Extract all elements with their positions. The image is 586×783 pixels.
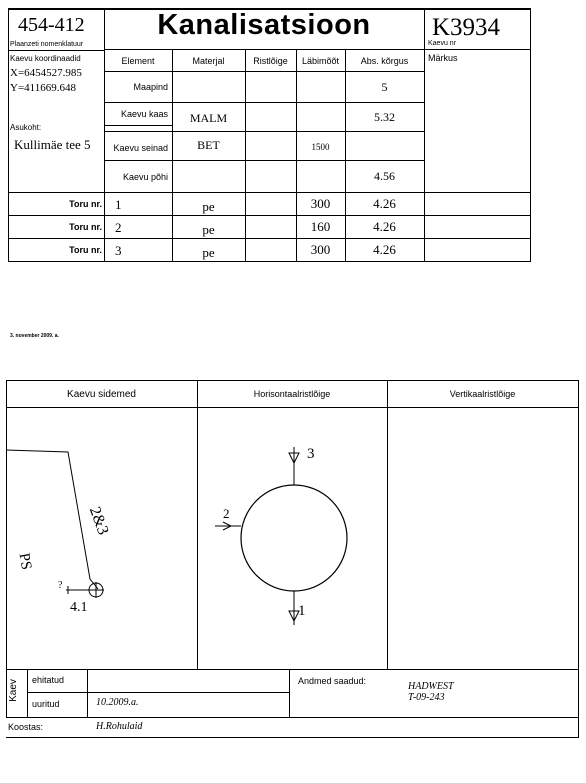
pipe-label-1: Toru nr. <box>69 199 102 209</box>
label-pipe-3: 3 <box>307 446 315 462</box>
col-header-section: Ristlõige <box>253 55 288 66</box>
pipe-material-3: pe <box>202 245 215 260</box>
pipe-diameter-2: 160 <box>310 219 331 234</box>
pipe-height-2: 4.26 <box>373 219 396 234</box>
surveyed-value: 10.2009.a. <box>96 697 139 708</box>
col-header-height: Abs. kõrgus <box>360 55 409 66</box>
label-2-3: 2&3 <box>85 504 112 538</box>
label-4-1: 4.1 <box>70 600 88 615</box>
plan-code: 454-412 <box>18 14 85 36</box>
document-date: 3. november 2009. a. <box>10 333 59 339</box>
pipe-nr-2: 2 <box>115 220 122 235</box>
label-pipe-2: 2 <box>223 506 230 521</box>
row-element-walls: Kaevu seinad <box>113 143 168 153</box>
sketch-col-connections: Kaevu sidemed <box>67 388 136 400</box>
compiled-value: H.Rohulaid <box>96 721 143 732</box>
connection-sketch <box>6 407 197 669</box>
coord-y: Y=411669.648 <box>10 82 76 94</box>
label-pipe-1: 1 <box>298 603 306 619</box>
pipe-diameter-3: 300 <box>310 242 331 257</box>
location-label: Asukoht: <box>10 123 42 132</box>
well-number-label: Kaevu nr <box>428 40 457 47</box>
row-height-ground: 5 <box>381 79 388 94</box>
pipe-height-3: 4.26 <box>373 242 396 257</box>
data-from-label: Andmed saadud: <box>298 676 367 686</box>
label-q: ? <box>58 580 63 591</box>
well-number: K3934 <box>432 14 501 41</box>
col-header-element: Element <box>121 55 155 66</box>
data-from-value-2: T-09-243 <box>408 692 445 703</box>
pipe-nr-3: 3 <box>115 243 122 258</box>
pipe-material-2: pe <box>202 222 215 237</box>
pipe-material-1: pe <box>202 199 215 214</box>
location-value: Kullimäe tee 5 <box>14 137 91 152</box>
page-title: Kanalisatsioon <box>157 9 371 41</box>
plan-label: Plaanzeti nomenklatuur <box>10 41 84 48</box>
row-height-bottom: 4.56 <box>374 169 395 183</box>
label-ps: PS <box>15 551 35 572</box>
row-element-lid: Kaevu kaas <box>120 109 168 119</box>
data-from-value: HADWEST <box>408 681 454 692</box>
col-header-notes: Märkus <box>428 53 458 63</box>
surveyed-label: uuritud <box>32 699 60 709</box>
pipe-nr-1: 1 <box>115 197 122 212</box>
col-header-diameter: Läbimõõt <box>301 55 340 66</box>
built-label: ehitatud <box>32 675 65 685</box>
horizontal-section <box>197 407 387 669</box>
row-height-lid: 5.32 <box>374 109 395 124</box>
pipe-height-1: 4.26 <box>373 196 396 211</box>
compiled-label: Koostas: <box>8 722 44 732</box>
row-diameter-walls: 1500 <box>311 142 330 152</box>
footer-side-label: Kaev <box>7 679 19 702</box>
sketch-col-horizontal: Horisontaalristlõige <box>253 389 331 399</box>
pipe-label-2: Toru nr. <box>69 222 102 232</box>
coord-x: X=6454527.985 <box>10 67 82 79</box>
row-element-ground: Maapind <box>133 82 168 92</box>
pipe-diameter-1: 300 <box>310 196 331 211</box>
sketch-col-vertical: Vertikaalristlõige <box>449 389 516 399</box>
row-material-walls: BET <box>197 137 220 152</box>
pipe-label-3: Toru nr. <box>69 245 102 255</box>
row-material-lid: MALM <box>189 111 228 125</box>
coords-label: Kaevu koordinaadid <box>10 54 81 63</box>
col-header-material: Materjal <box>192 55 225 66</box>
row-element-bottom: Kaevu põhi <box>122 171 168 182</box>
